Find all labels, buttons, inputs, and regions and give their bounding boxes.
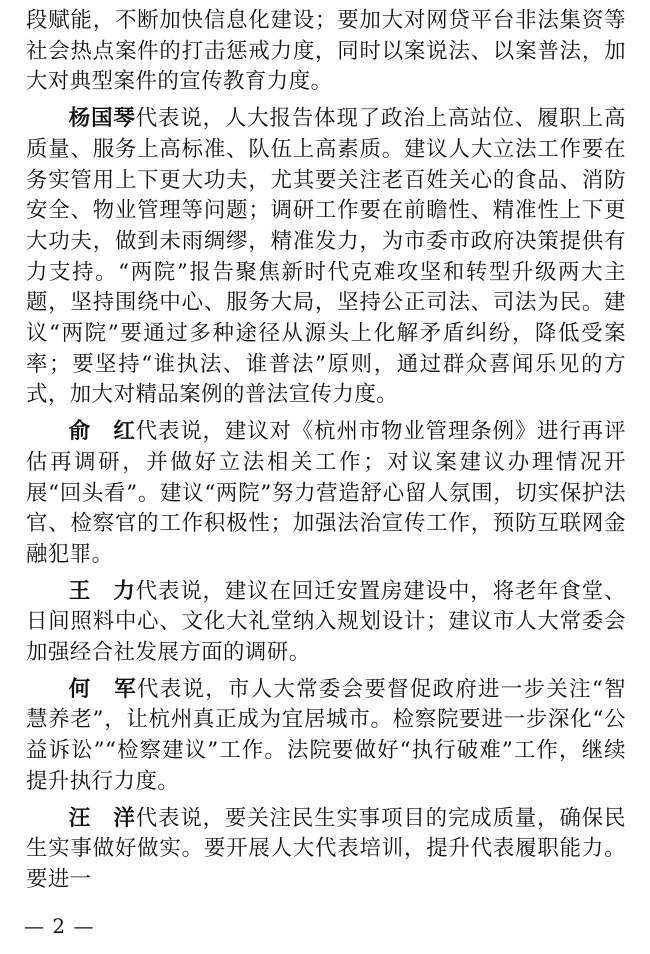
document-body (26, 6, 626, 902)
speech-paragraph (26, 577, 626, 669)
speaker-name: 俞 红 (68, 419, 136, 445)
speaker-name: 杨国琴 (68, 106, 136, 132)
speech-text: 代表说，建议在回迁安置房建设中，将老年食堂、日间照料中心、文化大礼堂纳入规划设计；建议市人大常委会加强经合社发展方面的调研。 (26, 578, 626, 666)
speech-text: 代表说，建议对《杭州市物业管理条例》进行再评估再调研，并做好立法相关工作；对议案建议办理情况开展“回头看”。建议“两院”努力营造舒心留人氛围，切实保护法官、检察官的工作积极性；加强法治宣传工作，预防互联网金融犯罪。 (26, 419, 626, 567)
speaker-name: 何 军 (68, 676, 138, 702)
speech-paragraph (26, 104, 626, 411)
speech-paragraph (26, 417, 626, 571)
speech-text: 代表说，人大报告体现了政治上高站位、履职上高质量、服务上高标准、队伍上高素质。建议人大立法工作要在务实管用上下更大功夫，尤其要关注老百姓关心的食品、消防安全、物业管理等问题；调研工作要在前瞻性、精准性上下更大功夫，做到未雨绸缪，精准发力，为市委市政府决策提供有力支持。“两院”报告聚焦新时代克难攻坚和转型升级两大主题，坚持围绕中心、服务大局，坚持公正司法、司法为民。建议“两院”要通过多种途径从源头上化解矛盾纠纷，降低受案率；要坚持“谁执法、谁普法”原则，通过群众喜闻乐见的方式，加大对精品案例的普法宣传力度。 (26, 106, 626, 408)
speech-text: 代表说，市人大常委会要督促政府进一步关注“智慧养老”，让杭州真正成为宜居城市。检察院要进一步深化“公益诉讼”“检察建议”工作。法院要做好“执行破难”工作，继续提升执行力度。 (26, 676, 626, 794)
speech-paragraph (26, 804, 626, 896)
page-number: — 2 — (24, 914, 95, 938)
speaker-name: 汪 洋 (68, 805, 136, 831)
intro-paragraph: 段赋能，不断加快信息化建设；要加大对网贷平台非法集资等社会热点案件的打击惩戒力度，同时以案说法、以案普法，加大对典型案件的宣传教育力度。 (26, 8, 626, 95)
speech-paragraph (26, 675, 626, 798)
speaker-name: 王 力 (68, 578, 136, 604)
speech-text: 代表说，要关注民生实事项目的完成质量，确保民生实事做好做实。要开展人大代表培训，提升代表履职能力。要进一 (26, 805, 626, 892)
